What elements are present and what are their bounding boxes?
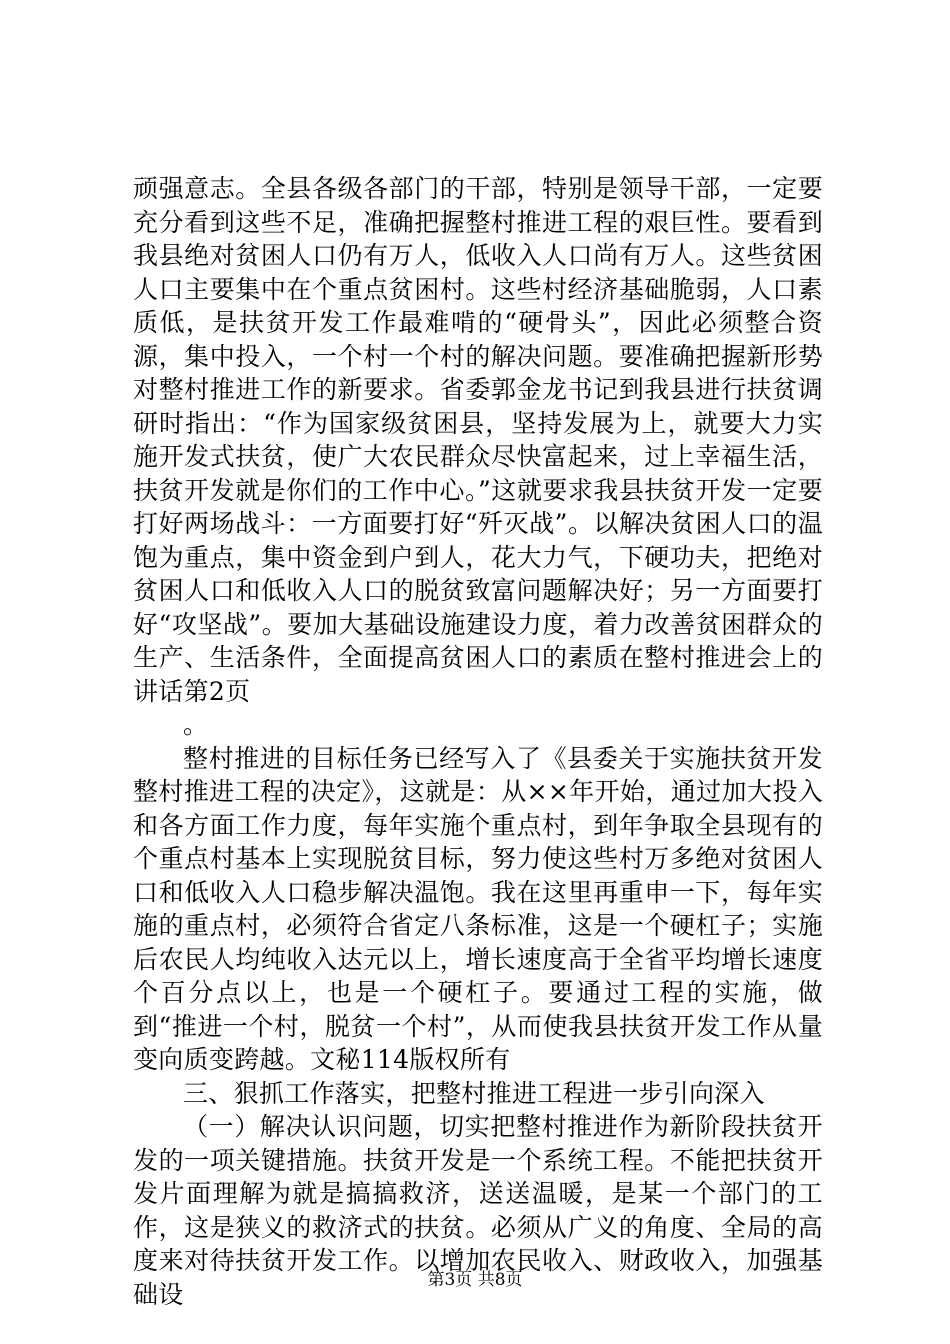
page-footer <box>0 1269 950 1291</box>
paragraph-1: 顽强意志。全县各级各部门的干部，特别是领导干部，一定要充分看到这些不足，准确把握整村推进工程的艰巨性。要看到我县绝对贫困人口仍有万人，低收入人口尚有万人。这些贫困人口主要集中在个重点贫困村。这些村经济基础脆弱，人口素质低，是扶贫开发工作最难啃的“硬骨头”，因此必须整合资源，集中投入，一个村一个村的解决问题。要准确把握新形势对整村推进工作的新要求。省委郭金龙书记到我县进行扶贫调研时指出：“作为国家级贫困县，坚持发展为上，就要大力实施开发式扶贫，使广大农民群众尽快富起来，过上幸福生活，扶贫开发就是你们的工作中心。”这就要求我县扶贫开发一定要打好两场战斗：一方面要打好“歼灭战”。以解决贫困人口的温饱为重点，集中资金到户到人，花大力气，下硬功夫，把绝对贫困人口和低收入人口的脱贫致富问题解决好；另一方面要打好“攻坚战”。要加大基础设施建设力度，着力改善贫困群众的生产、生活条件，全面提高贫困人口的素质在整村推进会上的讲话第2页 <box>133 174 823 706</box>
paragraph-2: 。 <box>183 710 209 739</box>
paragraph-3: 整村推进的目标任务已经写入了《县委关于实施扶贫开发整村推进工程的决定》，这就是：从××年开始，通过加大投入和各方面工作力度，每年实施个重点村，到年争取全县现有的个重点村基本上实现脱贫目标，努力使这些村万多绝对贫困人口和低收入人口稳步解决温饱。我在这里再重申一下，每年实施的重点村，必须符合省定八条标准，这是一个硬杠子；实施后农民人均纯收入达元以上，增长速度高于全省平均增长速度个百分点以上，也是一个硬杠子。要通过工程的实施，做到“推进一个村，脱贫一个村”，从而使我县扶贫开发工作从量变向质变跨越。文秘114版权所有 <box>133 743 823 1074</box>
document-body <box>133 172 823 1311</box>
section-heading-3: 三、狠抓工作落实，把整村推进工程进一步引向深入 <box>183 1078 765 1108</box>
page-number-label: 第3页 共8页 <box>427 1270 523 1290</box>
paragraph-5: （一）解决认识问题，切实把整村推进作为新阶段扶贫开发的一项关键措施。扶贫开发是一个系统工程。不能把扶贫开发片面理解为就是搞搞救济，送送温暖，是某一个部门的工作，这是狭义的救济式的扶贫。必须从广义的角度、全局的高度来对待扶贫开发工作。以增加农民收入、财政收入，加强基础设 <box>133 1112 823 1309</box>
